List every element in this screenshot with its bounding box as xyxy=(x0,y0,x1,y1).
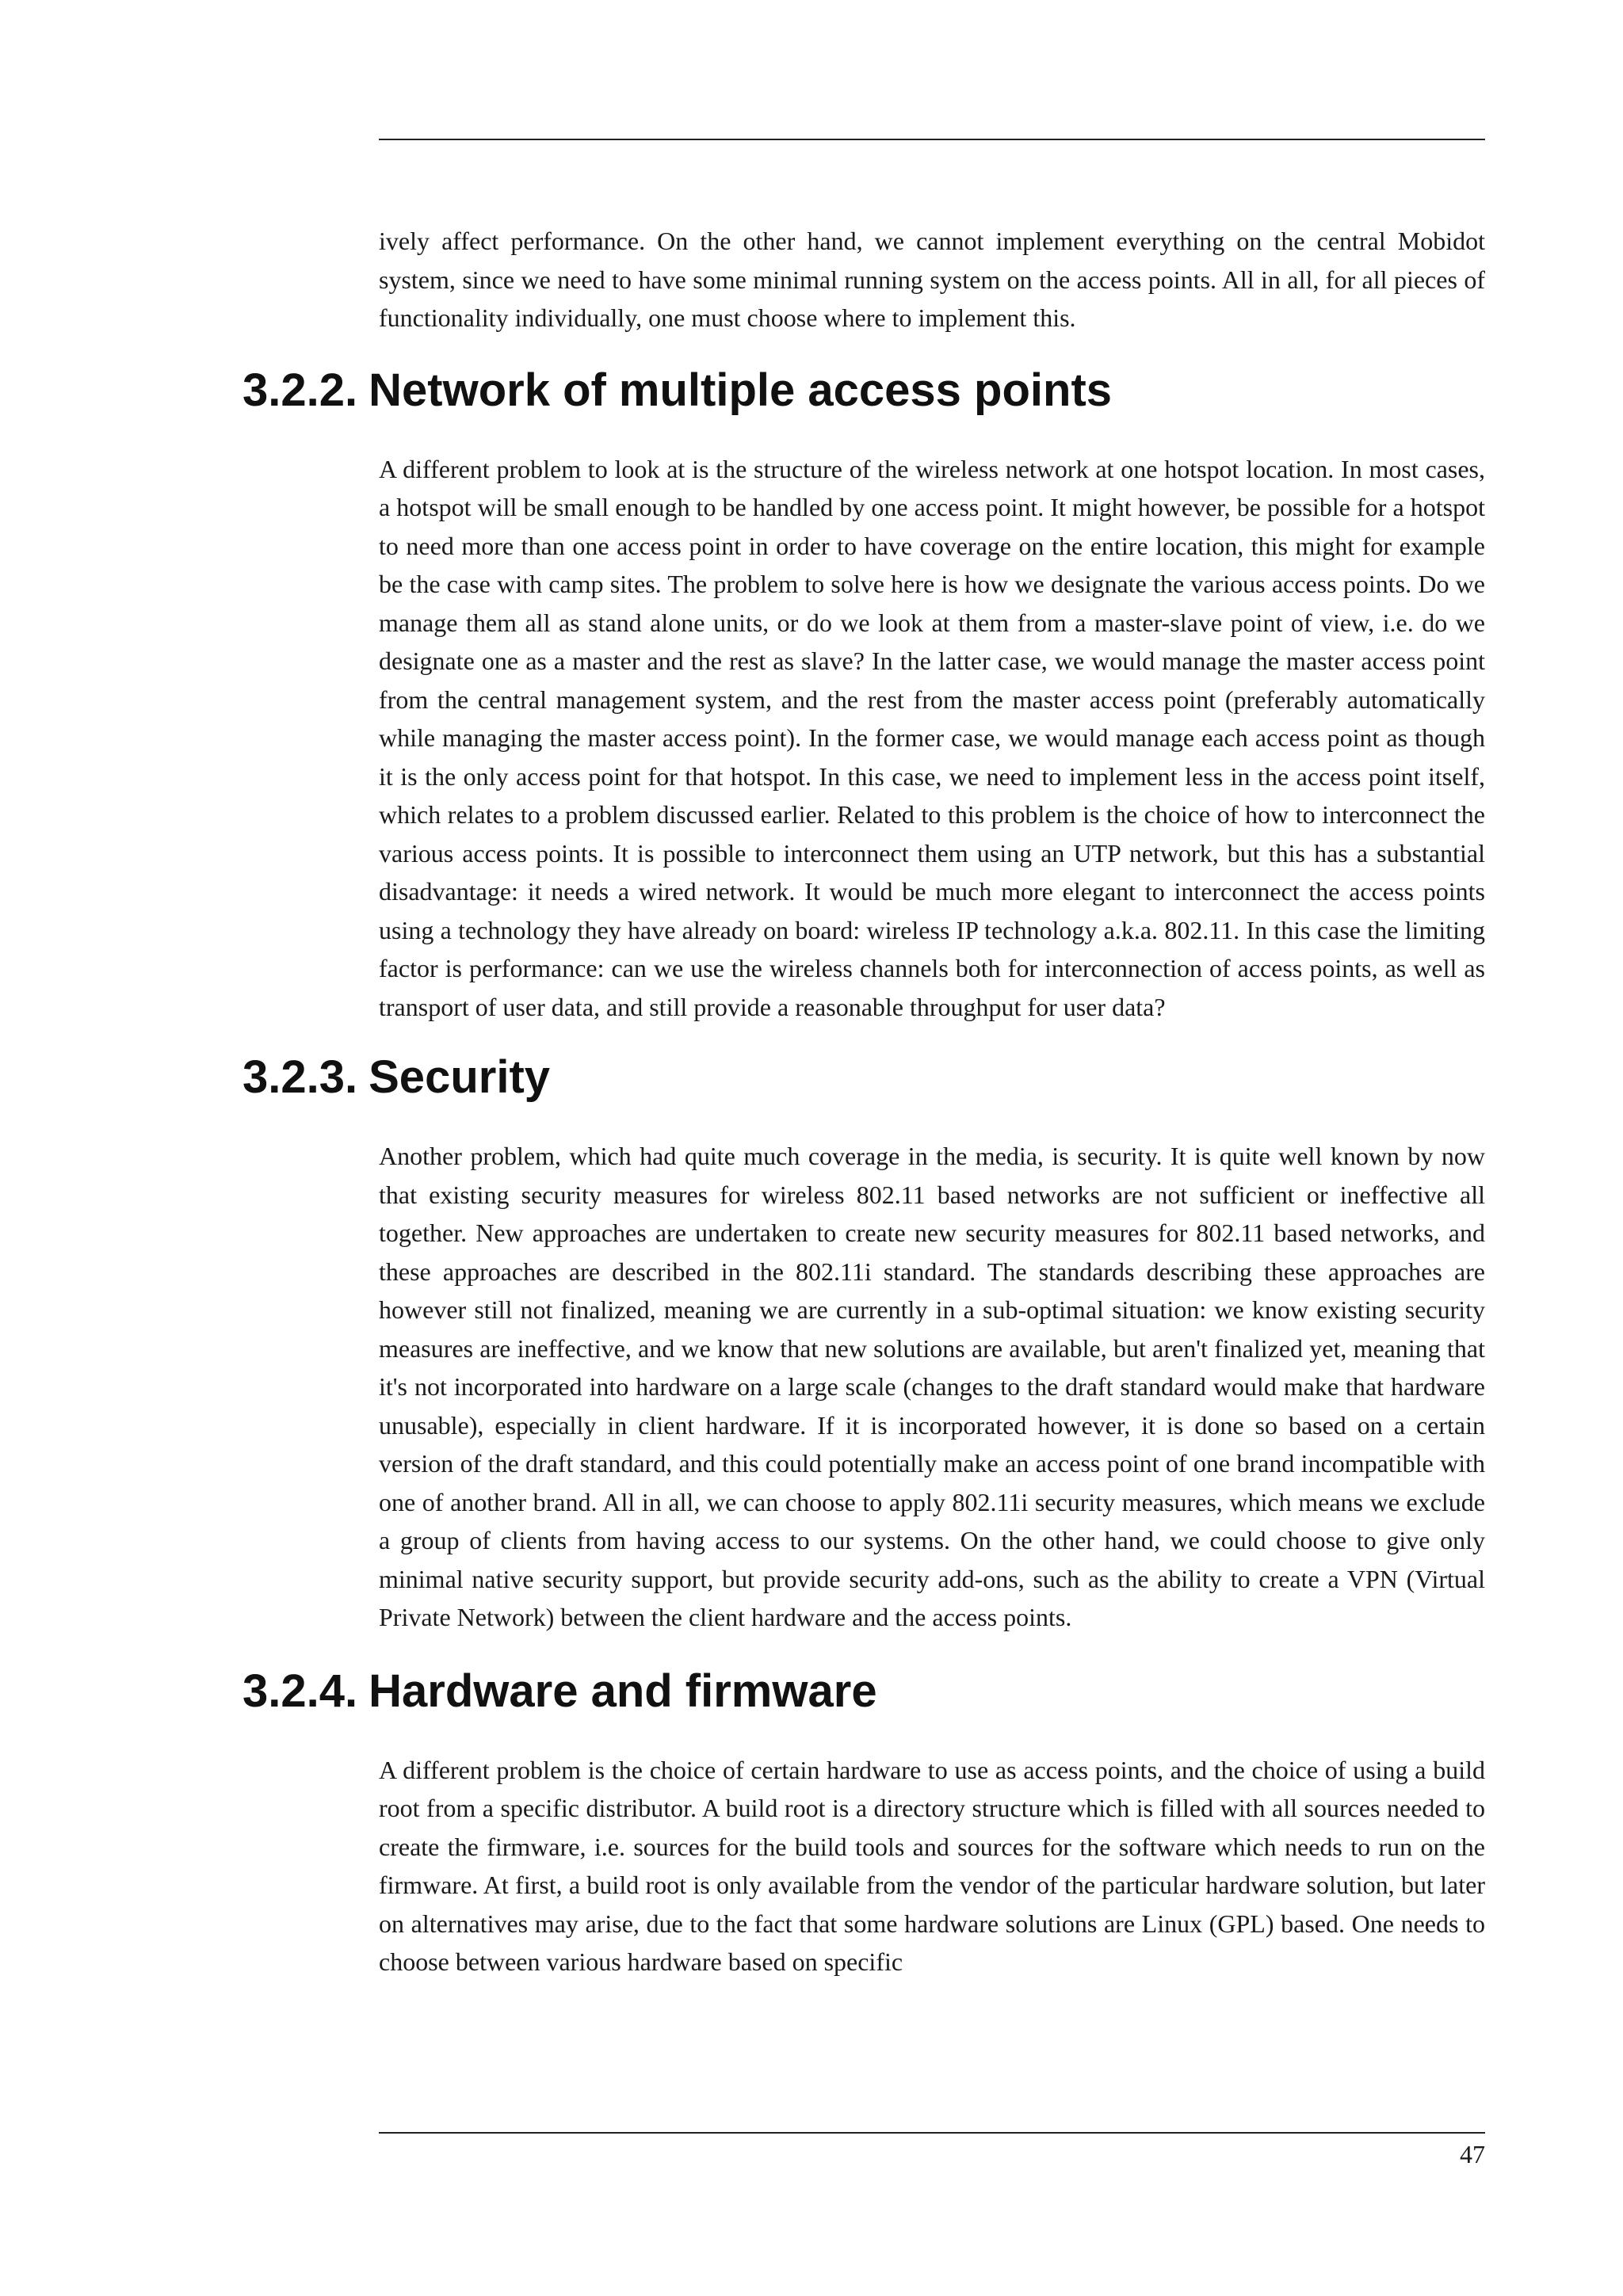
header-rule xyxy=(379,139,1485,140)
page-content xyxy=(242,222,1485,1981)
section-number: 3.2.4. xyxy=(242,1665,358,1717)
section-paragraph-security: Another problem, which had quite much coverage in the media, is security. It is quite well known by now that existing security measures for wireless 802.11 based networks are not sufficient or ineffective all together. New approaches are undertaken to create new security measures for 802.11 based networks, and these approaches are described in the 802.11i standard. The standards describing these approaches are however still not finalized, meaning we are currently in a sub-optimal situation: we know existing security measures are ineffective, and we know that new solutions are available, but aren't finalized yet, meaning that it's not incorporated into hardware on a large scale (changes to the draft standard would make that hardware unusable), especially in client hardware. If it is incorporated however, it is done so based on a certain version of the draft standard, and this could potentially make an access point of one brand incompatible with one of another brand. All in all, we can choose to apply 802.11i security measures, which means we exclude a group of clients from having access to our systems. On the other hand, we could choose to give only minimal native security support, but provide security add-ons, such as the ability to create a VPN (Virtual Private Network) between the client hardware and the access points. xyxy=(379,1142,1485,1631)
intro-paragraph: ively affect performance. On the other hand, we cannot implement everything on the central Mobidot system, since we need to have some minimal running system on the access points. All in all, for all pieces of functionality individually, one must choose where to implement this. xyxy=(379,227,1485,332)
section-paragraph-hardware: A different problem is the choice of certain hardware to use as access points, and the choice of using a build root from a specific distributor. A build root is a directory structure which is filled with all sources needed to create the firmware, i.e. sources for the build tools and sources for the software which needs to run on the firmware. At first, a build root is only available from the vendor of the particular hardware solution, but later on alternatives may arise, due to the fact that some hardware solutions are Linux (GPL) based. One needs to choose between various hardware based on specific xyxy=(379,1755,1485,1976)
footer-rule xyxy=(379,2132,1485,2134)
section-heading-hardware-and-firmware xyxy=(242,1664,1485,1719)
section-title: Network of multiple access points xyxy=(369,364,1113,416)
section-heading-network-of-multiple-access-points xyxy=(242,363,1485,418)
section-title: Hardware and firmware xyxy=(369,1665,877,1717)
section-number: 3.2.2. xyxy=(242,364,358,416)
section-paragraph-network: A different problem to look at is the structure of the wireless network at one hotspot location. In most cases, a hotspot will be small enough to be handled by one access point. It might however, be possible for a hotspot to need more than one access point in order to have coverage on the entire location, this might for example be the case with camp sites. The problem to solve here is how we designate the various access points. Do we manage them all as stand alone units, or do we look at them from a master-slave point of view, i.e. do we designate one as a master and the rest as slave? In the latter case, we would manage the master access point from the central management system, and the rest from the master access point (preferably automatically while managing the master access point). In the former case, we would manage each access point as though it is the only access point for that hotspot. In this case, we need to implement less in the access point itself, which relates to a problem discussed earlier. Related to this problem is the choice of how to interconnect the various access points. It is possible to interconnect them using an UTP network, but this has a substantial disadvantage: it needs a wired network. It would be much more elegant to interconnect the access points using a technology they have already on board: wireless IP technology a.k.a. 802.11. In this case the limiting factor is performance: can we use the wireless channels both for interconnection of access points, as well as transport of user data, and still provide a reasonable throughput for user data? xyxy=(379,454,1485,1021)
page-number: 47 xyxy=(1460,2140,1485,2168)
section-title: Security xyxy=(369,1051,551,1103)
section-number: 3.2.3. xyxy=(242,1051,358,1103)
section-heading-security xyxy=(242,1050,1485,1105)
